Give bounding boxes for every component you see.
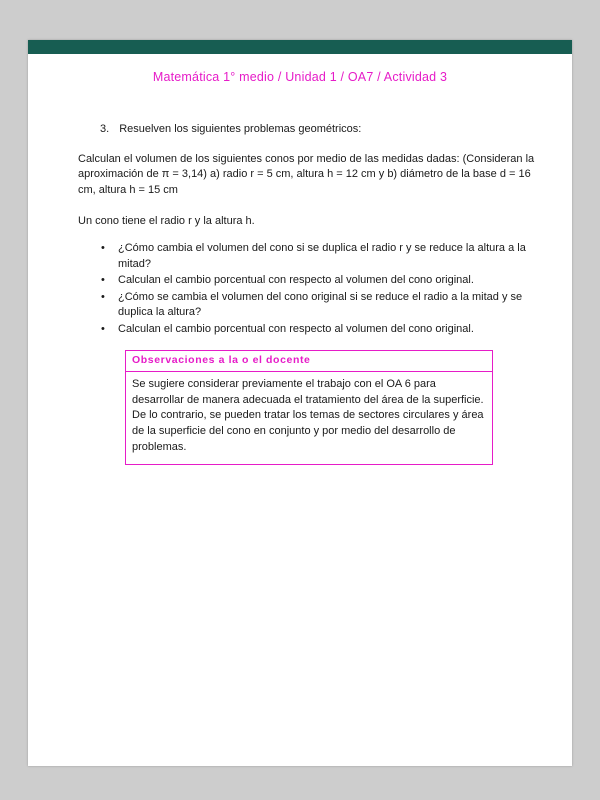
list-item: • ¿Cómo cambia el volumen del cono si se duplica el radio r y se reduce la altura a la mitad? bbox=[118, 241, 536, 272]
bullet-list bbox=[78, 241, 536, 338]
task-heading bbox=[100, 122, 536, 138]
paragraph-cone-intro: Un cono tiene el radio r y la altura h. bbox=[78, 215, 255, 228]
teacher-note-box bbox=[125, 350, 493, 466]
paragraph-cone-volume: Calculan el volumen de los siguientes conos por medio de las medidas dadas: (Consideran la aproximación de π = 3,14) a) radio r = 5 cm, altura h = 12 cm y b) diámetro de la base d = 16 cm, altura h = 15 cm bbox=[78, 152, 535, 196]
task-text: Resuelven los siguientes problemas geométricos: bbox=[119, 123, 362, 135]
teacher-note-header: Observaciones a la o el docente bbox=[126, 351, 492, 372]
task-number: 3. bbox=[100, 123, 110, 135]
list-item: • Calculan el cambio porcentual con respecto al volumen del cono original. bbox=[118, 322, 536, 338]
page-title: Matemática 1° medio / Unidad 1 / OA7 / Actividad 3 bbox=[152, 70, 448, 84]
header-bar bbox=[28, 40, 572, 54]
list-item: • ¿Cómo se cambia el volumen del cono original si se reduce el radio a la mitad y se duplica la altura? bbox=[118, 290, 536, 321]
worksheet-page bbox=[28, 40, 572, 766]
list-item: • Calculan el cambio porcentual con respecto al volumen del cono original. bbox=[118, 273, 536, 289]
teacher-note-body: Se sugiere considerar previamente el trabajo con el OA 6 para desarrollar de manera adecuada el tratamiento del área de la superficie. De lo contrario, se pueden tratar los temas de sectores circulares y área de la superficie del cono en conjunto y por medio del desarrollo de problemas. bbox=[132, 377, 484, 454]
page-content bbox=[28, 122, 572, 465]
